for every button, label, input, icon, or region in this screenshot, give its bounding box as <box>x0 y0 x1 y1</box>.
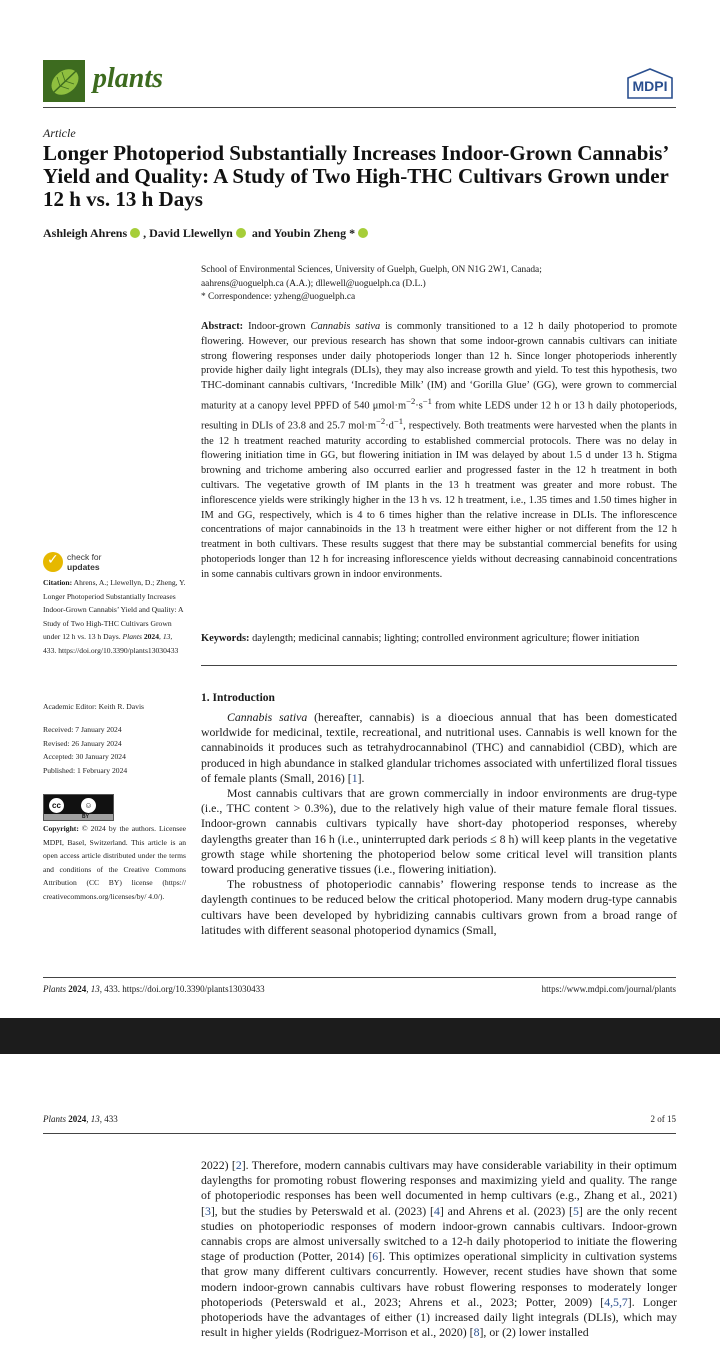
paragraph-text: (hereafter, cannabis) is a dioecious annual that has been domesticated worldwide for medicinal, textile, recreational, and nutritional uses. Cannabis is well known for the cannabinoids it produces such as tetrahydrocannabinol (THC) and cannabidiol (CBD), which are produced in high abundance in stalked glandular trichomes associated with unfertilized floral tissues of female plants (Small, 2016) [ <box>201 710 678 785</box>
mdpi-logo-text: MDPI <box>632 78 668 94</box>
mdpi-logo[interactable] <box>624 68 676 100</box>
keywords-text: daylength; medicinal cannabis; lighting; controlled environment agriculture; flower initiation <box>249 633 640 644</box>
abstract <box>201 320 677 582</box>
keywords-label: Keywords: <box>201 633 250 644</box>
academic-editor: Academic Editor: Keith R. Davis <box>43 702 145 711</box>
cc-icon: cc <box>49 798 64 813</box>
header-rule <box>43 1133 676 1134</box>
paragraph-text: ] are the only recent studies on photoperiodic responses of modern indoor-grown cannabis cultivars. Indoor-grown cannabis crops are almost universally switched to a 12-h daily photoperiod to initiate the flowering stage of production (Potter, 2014) [ <box>201 1203 678 1264</box>
section-heading: 1. Introduction <box>201 692 275 704</box>
citation-volume: , 13, <box>159 632 173 642</box>
reference-link[interactable]: 4,5,7 <box>604 1294 628 1309</box>
header-year: 2024 <box>66 1114 87 1124</box>
footer-year: 2024 <box>66 984 87 994</box>
date-revised: Revised: 26 January 2024 <box>43 738 122 748</box>
affiliation-emails: aahrens@uoguelph.ca (A.A.); dllewell@uoguelph.ca (D.L.) <box>201 278 426 289</box>
keywords-rule <box>201 665 677 666</box>
reference-link[interactable]: 5 <box>572 1203 579 1218</box>
copyright-label: Copyright: <box>43 824 79 833</box>
abstract-text: , respectively. Both treatments were harvested when the plants in the 12 h treatment reached maturity according to established commercial protocols. There was no delay in flowering initiation time in GG, but flowering initiation in IM was delayed by about 1.5 d under 13 h. Stigma browning and trichome ambering also occurred earlier and progressed faster in the 12 h treatment in both cultivars. The vegetative growth of IM plants in the 13 h treatment was greater and more robust. The inflorescence yields were strikingly higher in the 13 h vs. 12 h treatment, i.e., 1.35 times and 1.50 times higher in IM and GG, respectively, which is 4 to 6 times higher than the relative increase in DLIs. The inflorescence concentrations of major cannabinoids in the 13 h treatment were either higher or not different from the 12 h treatment in both cultivars. These results suggest that there may be substantial commercial benefits for using photoperiods longer than 12 h for increasing inflorescence yields without decreasing cannabinoid concentrations in some cannabis cultivars grown in indoor environments. <box>201 420 677 580</box>
reference-link[interactable]: 6 <box>372 1249 379 1264</box>
date-published: Published: 1 February 2024 <box>43 765 128 775</box>
reference-link[interactable]: 1 <box>351 770 358 785</box>
copyright-text: © 2024 by the authors. Licensee MDPI, Basel, Switzerland. This article is an open access article distributed under the terms and conditions of the Creative Commons Attribution (CC BY) license (https:// creativecommons.org/licenses/by/ 4.0/). <box>43 824 186 901</box>
citation-doi[interactable]: 433. https://doi.org/10.3390/plants13030433 <box>43 645 179 655</box>
cc-by-license-badge[interactable] <box>43 794 114 821</box>
page-gap <box>0 1018 720 1054</box>
paragraph <box>201 710 677 786</box>
cc-by-strip <box>44 814 113 820</box>
affiliation-line: School of Environmental Sciences, University of Guelph, Guelph, ON N1G 2W1, Canada; <box>201 265 542 275</box>
paragraph-text: ]. Longer photoperiods have the advantages of either (1) increased daily light integrals (DLIs), which may result in higher yields (Rodriguez-Morrison et al., 2020) [ <box>201 1294 677 1340</box>
reference-link[interactable]: 3 <box>204 1203 211 1218</box>
date-received: Received: 7 January 2024 <box>43 725 122 734</box>
author-name[interactable]: Ashleigh Ahrens <box>43 226 128 240</box>
reference-link[interactable]: 4 <box>433 1203 440 1218</box>
paragraph-text: ], or (2) lower installed <box>479 1325 589 1340</box>
citation-block <box>43 576 186 658</box>
author-joiner: , <box>143 226 150 240</box>
reference-link[interactable]: 8 <box>473 1325 480 1340</box>
paragraph-text: ]. Therefore, modern cannabis cultivars may have considerable variability in their optimum daylengths for promoting robust flowering responses and maximizing yield and quality. The range of photoperiodic responses has been well documented in hemp cultivars (e.g., Zhang et al., 2021) [ <box>201 1158 677 1218</box>
check-line-1: check for <box>67 552 102 562</box>
abstract-text: ·d <box>385 420 394 432</box>
dates-block <box>43 723 186 777</box>
abstract-italic: Cannabis sativa <box>310 321 381 332</box>
author-joiner: and <box>248 226 274 240</box>
attribution-icon: ☺ <box>81 798 96 813</box>
leaf-logo-icon <box>43 60 85 102</box>
abstract-label: Abstract: <box>201 321 244 332</box>
paragraph-text: ], but the studies by Peterswald et al. (2023) [ <box>210 1203 434 1218</box>
citation-year: 2024 <box>141 632 160 642</box>
reference-link[interactable]: 2 <box>235 1158 242 1172</box>
affiliation-block <box>201 264 671 305</box>
running-header <box>43 1114 118 1124</box>
check-for-updates-button[interactable] <box>43 552 143 576</box>
paragraph-text: ]. <box>357 770 365 785</box>
page2-body <box>201 1158 677 1340</box>
paragraph-text: 2022) [ <box>201 1158 236 1172</box>
article-title: Longer Photoperiod Substantially Increases Indoor-Grown Cannabis’ Yield and Quality: A Study of Two High-THC Cultivars Grown under 12 h vs. 13 h Days <box>43 141 669 211</box>
copyright-block <box>43 822 186 904</box>
author-list <box>43 226 371 241</box>
abstract-sup: −1 <box>393 416 404 427</box>
citation-text: Ahrens, A.; Llewellyn, D.; Zheng, Y. Longer Photoperiod Substantially Increases Indoor-Grown Cannabis’ Yield and Quality: A Study of Two High-THC Cultivars Grown under 12 h vs. 13 h Days. <box>43 578 186 642</box>
paragraph-text: ] and Ahrens et al. (2023) [ <box>439 1203 573 1218</box>
intro-body <box>201 710 677 938</box>
italic-term: Cannabis sativa <box>227 710 308 724</box>
citation-journal: Plants <box>122 632 142 642</box>
abstract-text: is commonly transitioned to a 12 h daily photoperiod to promote flowering. However, our previous research has shown that some indoor-grown cannabis cultivars can initiate strong flowering responses under daily photoperiods longer than 12 h. Since longer photoperiods inherently provide higher daily light integrals (DLIs), they may also increase growth and yield. To test this hypothesis, two THC-dominant cannabis cultivars, ‘Incredible Milk’ (IM) and ‘Gorilla Glue’ (GG), were grown to commercial maturity at a canopy level PPFD of 540 μmol·m <box>201 321 677 412</box>
orcid-icon[interactable] <box>358 228 368 238</box>
paragraph <box>201 1158 677 1340</box>
author-name[interactable]: David Llewellyn <box>149 226 233 240</box>
footer-url[interactable]: https://www.mdpi.com/journal/plants <box>541 984 676 994</box>
header-article-number: 433 <box>102 1114 118 1124</box>
page-number: 2 of 15 <box>650 1114 676 1124</box>
paragraph: The robustness of photoperiodic cannabis’ flowering response tends to increase as the daylength continues to be reduced below the critical photoperiod. Many modern drug-type cannabis cultivars have been developed by hybridizing cannabis cultivars grown from a broad range of latitudes with different seasonal photoperiod dynamics (Small, <box>201 877 677 937</box>
keywords <box>201 632 677 646</box>
date-accepted: Accepted: 30 January 2024 <box>43 752 126 762</box>
footer-citation <box>43 984 265 994</box>
orcid-icon[interactable] <box>130 228 140 238</box>
check-circle-icon: ✓ <box>43 552 63 572</box>
abstract-text: ·s <box>415 400 423 412</box>
abstract-sup: −2 <box>376 416 386 427</box>
paragraph: Most cannabis cultivars that are grown commercially in indoor environments are drug-type (i.e., THC content > 0.3%), due to the relatively high value of their mature female floral tissues. Indoor-grown cannabis cultivars typically have short-day photoperiod responses, whereby daylengths greater than 16 h (i.e., uninterrupted dark periods ≤ 8 h) will keep plants in the vegetative growth stage while shortening the photoperiod below some critical level will transition plants toward producing generative tissues (i.e., flowering initiation). <box>201 786 677 877</box>
check-for-updates-text <box>67 553 102 572</box>
author-name[interactable]: Youbin Zheng * <box>273 226 356 240</box>
check-line-2: updates <box>67 561 100 572</box>
header-volume: , 13, <box>86 1114 103 1124</box>
correspondence: * Correspondence: yzheng@uoguelph.ca <box>201 292 356 302</box>
header-journal: Plants <box>43 1114 67 1124</box>
abstract-sup: −2 <box>406 395 416 406</box>
citation-label: Citation: <box>43 578 73 587</box>
header-rule <box>43 107 676 108</box>
orcid-icon[interactable] <box>236 228 246 238</box>
paragraph-text: ]. This optimizes operational simplicity in cultivation systems that grow many different cultivars concurrently. However, recent studies have shown that some modern indoor-grown cannabis cultivars have robust flowering responses to moderately longer photoperiods (Peterswald et al., 2023; Ahrens et al., 2023; Potter, 2009) [ <box>201 1249 677 1309</box>
footer-journal: Plants <box>43 984 67 994</box>
footer-doi[interactable]: 433. https://doi.org/10.3390/plants13030433 <box>102 984 265 994</box>
journal-name: plants <box>93 63 164 94</box>
article-type: Article <box>43 126 76 140</box>
abstract-text: from white LEDS under 12 h or 13 h daily photoperiods, resulting in DLIs of 23.8 and 25.7 mol·m <box>201 400 678 432</box>
cc-by-label: BY <box>82 814 89 820</box>
page-2 <box>0 1054 720 1354</box>
footer-rule <box>43 977 676 978</box>
footer-volume: , 13, <box>86 984 103 994</box>
abstract-text: Indoor-grown <box>243 321 311 332</box>
abstract-sup: −1 <box>422 395 433 406</box>
